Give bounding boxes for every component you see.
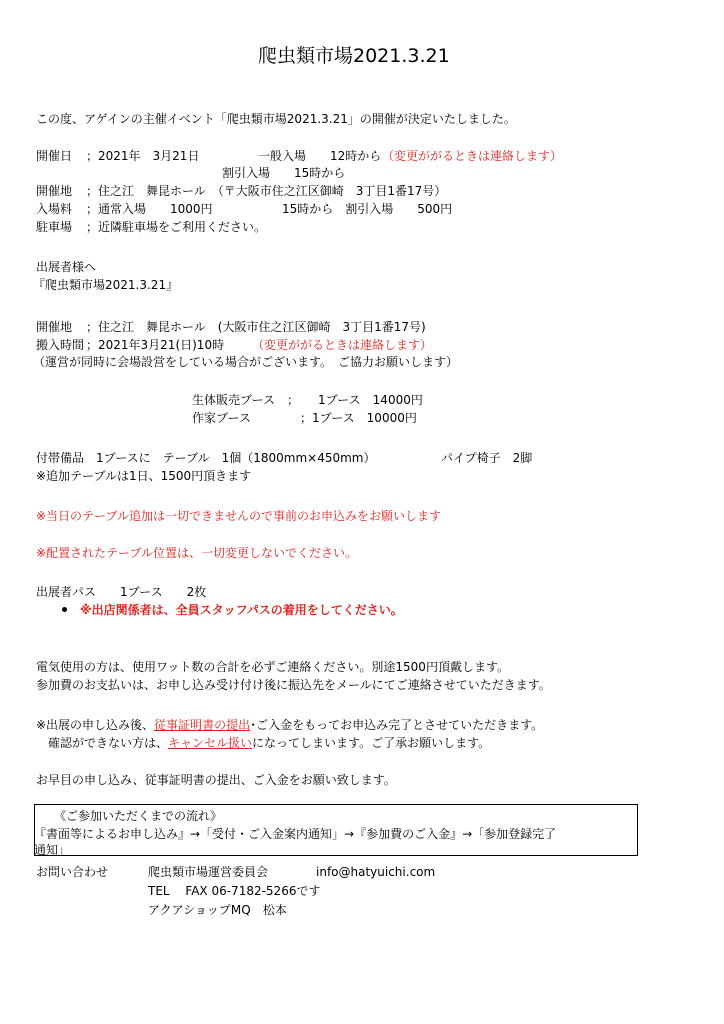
page-title: 爬虫類市場2021.3.21 [258,45,450,67]
event-date-value: ；2021年 3月21日 [86,149,200,163]
exhibitor-event-name: 『爬虫類市場2021.3.21』 [33,278,179,292]
setup-value: ；2021年3月21(日)10時 [86,338,225,352]
cancel-treatment-text: キャンセル扱い [168,736,253,750]
booth-live-label: 生体販売ブース ； [192,393,300,407]
setup-label: 搬入時間 [36,338,85,352]
parking-value: ；近隣駐車場をご利用ください。 [86,220,267,234]
general-entry: 一般入場 12時から [258,149,382,163]
flow-line-1: 『書面等によるお申し込み』→「受付・ご入金案内通知」→『参加費のご入金』→「参加登録完了 [34,827,557,841]
booth-live-value: 1ブース 14000円 [318,393,423,407]
contact-email[interactable]: info@hatyuichi.com [316,865,436,879]
warning-table-addition: ※当日のテーブル追加は一切できませんので事前のお申込みをお願いします [36,509,441,523]
completion-note-end: ･ご入金をもってお申込み完了とさせていただきます。 [250,718,544,732]
fee-label: 入場料 [36,202,73,216]
extra-table-text: ※追加テーブルは1日、1500円頂きます [36,469,252,483]
certificate-submission-link[interactable]: 従事証明書の提出 [154,718,251,732]
fee-discount: 15時から 割引入場 500円 [282,202,453,216]
exhibitor-venue-value: ；住之江 舞昆ホール (大阪市住之江区御崎 3丁目1番17号) [86,320,426,334]
exhibitor-venue-label: 開催地 [36,320,73,334]
completion-note-start: ※出展の申し込み後、 [36,718,155,732]
venue-label: 開催地 [36,184,73,198]
contact-org: 爬虫類市場運営委員会 [148,865,269,879]
contact-label: お問い合わせ [36,865,109,879]
contact-tel-fax: TEL FAX 06-7182-5266です [148,884,321,898]
setup-remark: （運営が同時に会場設営をしている場合がございます。 ご協力お願いします） [33,355,459,369]
exhibitor-heading: 出展者様へ [36,260,97,274]
contact-shop: アクアショップMQ 松本 [148,903,287,917]
early-application-note: お早目の申し込み、従事証明書の提出、ご入金をお願い致します。 [36,773,396,787]
venue-value: ；住之江 舞昆ホール （〒大阪市住之江区御崎 3丁目1番17号） [86,184,447,198]
completion-note [36,717,543,733]
cancel-note-end: になってしまいます。ご了承お願いします。 [252,736,491,750]
cancel-note-start: 確認ができない方は、 [48,736,169,750]
setup-note: （変更ががるときは連絡します） [252,338,433,352]
exhibitor-pass: 出展者パス 1ブース 2枚 [36,585,207,599]
equipment-text: 付帯備品 1ブースに テーブル 1個（1800mm×450mm） [36,451,376,465]
flow-heading: 《ご参加いただくまでの流れ》 [54,809,223,823]
fee-normal: ；通常入場 1000円 [86,202,213,216]
booth-artist-value: ；1ブース 10000円 [300,411,417,425]
flow-line-2: 通知」 [34,843,71,857]
parking-label: 駐車場 [36,220,73,234]
chairs-text: パイプ椅子 2脚 [441,451,533,465]
cancel-note [48,735,490,751]
warning-table-position: ※配置されたテーブル位置は、一切変更しないでください。 [36,546,357,560]
payment-note: 参加費のお支払いは、お申し込み受け付け後に振込先をメールにてご連絡させていただきます。 [36,678,551,692]
event-date-label: 開催日 [36,149,73,163]
bullet-icon [62,607,67,612]
booth-artist-label: 作家ブース [192,411,252,425]
electric-note: 電気使用の方は、使用ワット数の合計を必ずご連絡ください。別途1500円頂戴します。 [36,660,509,674]
discount-entry: 割引入場 15時から [222,166,346,180]
pass-note: ※出店関係者は、全員スタッフパスの着用をしてください。 [80,603,403,617]
general-entry-note: （変更ががるときは連絡します） [382,149,563,163]
intro-text: この度、アゲインの主催イベント「爬虫類市場2021.3.21」の開催が決定いたしました。 [36,112,516,126]
